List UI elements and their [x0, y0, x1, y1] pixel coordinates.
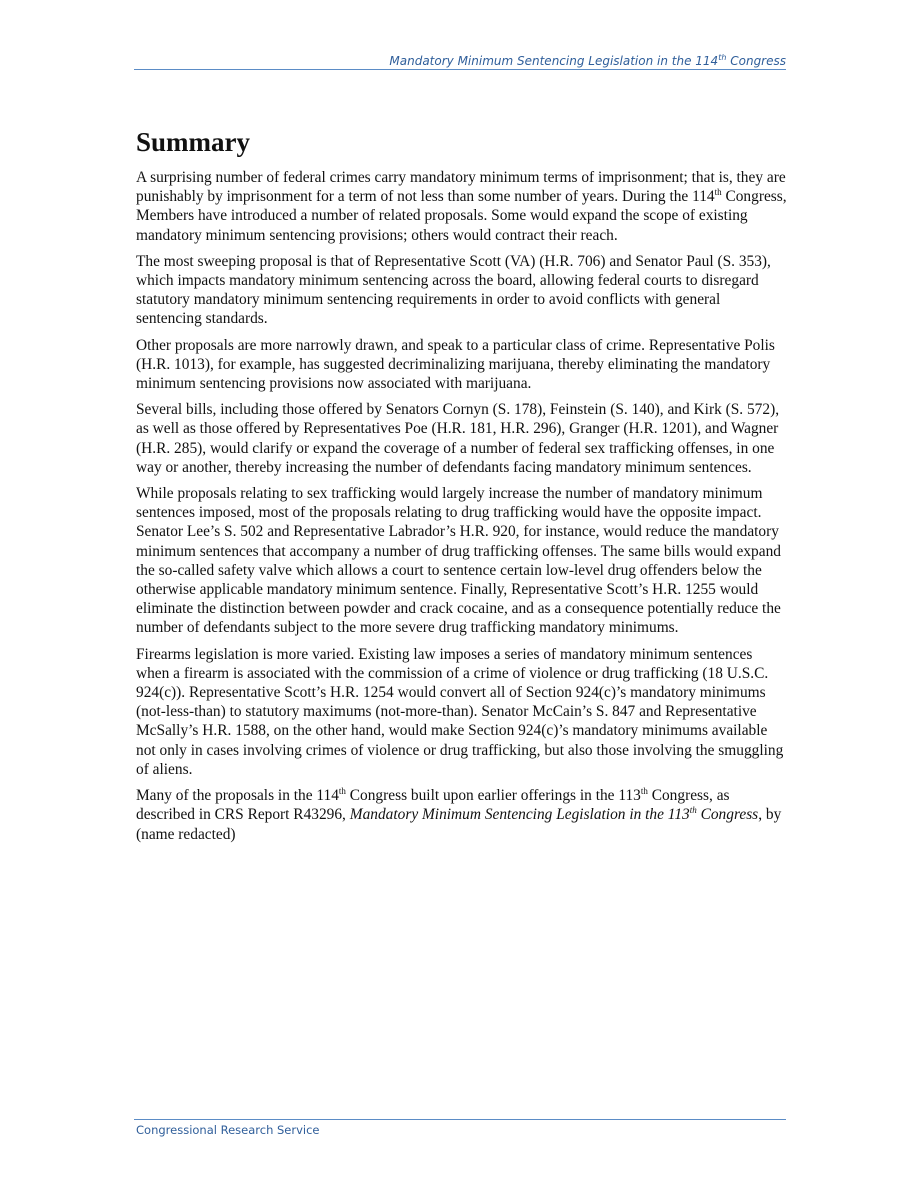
running-footer: Congressional Research Service — [136, 1123, 320, 1137]
report-title-a: Mandatory Minimum Sentencing Legislation in the 113 — [349, 806, 690, 824]
header-title-prefix: Mandatory Minimum Sentencing Legislation in the 114 — [389, 54, 719, 68]
p1-text-b: Congress, Members have introduced a number of related proposals. Some would expand the scope of existing mandatory minimum sentencing provisions; others would contract their reach. — [136, 188, 787, 244]
p7-text-b: Congress built upon earlier offerings in the 113 — [345, 787, 641, 805]
p7-sup-2: th — [640, 785, 648, 796]
summary-paragraph-1 — [136, 168, 788, 245]
summary-paragraph-5: While proposals relating to sex trafficking would largely increase the number of mandatory minimum sentences imposed, most of the proposals relating to drug trafficking would have the opposite impact. Senator Lee’s S. 502 and Representative Labrador’s H.R. 920, for instance, would reduce the mandatory minimum sentences that accompany a number of drug trafficking offenses. The same bills would expand the so-called safety valve which allows a court to sentence certain low-level drug offenders below the otherwise applicable mandatory minimum sentence. Finally, Representative Scott’s H.R. 1255 would eliminate the distinction between powder and crack cocaine, and as a consequence potentially reduce the number of defendants subject to the more severe drug trafficking mandatory minimums. — [136, 485, 781, 637]
summary-paragraph-7 — [136, 786, 788, 844]
summary-paragraph-4: Several bills, including those offered by Senators Cornyn (S. 178), Feinstein (S. 140), and Kirk (S. 572), as well as those offered by Representatives Poe (H.R. 181, H.R. 296), Granger (H.R. 1201), and Wagner (H.R. 285), would clarify or expand the coverage of a number of federal sex trafficking offenses, in one way or another, thereby increasing the number of defendants facing mandatory minimum sentences. — [136, 401, 780, 476]
summary-heading: Summary — [136, 127, 250, 157]
report-title-b: Congress — [696, 806, 759, 824]
p7-text-c: Congress, as described in CRS Report R43296, — [136, 787, 730, 824]
report-title — [350, 806, 758, 823]
p7-sup-1: th — [338, 785, 346, 796]
running-header — [134, 54, 786, 69]
summary-paragraph-3: Other proposals are more narrowly drawn, and speak to a particular class of crime. Representative Polis (H.R. 1013), for example, has suggested decriminalizing marijuana, thereby eliminating the mandatory minimum sentencing provisions now associated with marijuana. — [136, 336, 775, 393]
report-title-sup: th — [689, 805, 697, 816]
p1-sup: th — [714, 187, 722, 198]
header-title-sup: th — [718, 53, 727, 62]
p1-text-a: A surprising number of federal crimes carry mandatory minimum terms of imprisonment; that is, they are punishably by imprisonment for a term of not less than some number of years. During the 114 — [136, 169, 786, 206]
summary-paragraph-2: The most sweeping proposal is that of Representative Scott (VA) (H.R. 706) and Senator Paul (S. 353), which impacts mandatory minimum sentencing across the board, allowing federal courts to disregard statutory mandatory minimum sentencing requirements in order to avoid conflicts with general sentencing standards. — [136, 252, 771, 328]
footer-rule — [134, 1119, 786, 1120]
header-title-suffix: Congress — [726, 54, 786, 68]
header-rule — [134, 69, 786, 70]
p7-text-d: , by (name redacted) — [136, 806, 782, 843]
summary-paragraph-6: Firearms legislation is more varied. Existing law imposes a series of mandatory minimum sentences when a firearm is associated with the commission of a crime of violence or drug trafficking (18 U.S.C. 924(c)). Representative Scott’s H.R. 1254 would convert all of Section 924(c)’s mandatory minimums (not-less-than) to statutory maximums (not-more-than). Senator McCain’s S. 847 and Representative McSally’s H.R. 1588, on the other hand, would make Section 924(c)’s mandatory minimums available not only in cases involving crimes of violence or drug trafficking, but also those involving the smuggling of aliens. — [136, 645, 784, 778]
summary-section — [136, 126, 788, 851]
p7-text-a: Many of the proposals in the 114 — [136, 787, 339, 805]
